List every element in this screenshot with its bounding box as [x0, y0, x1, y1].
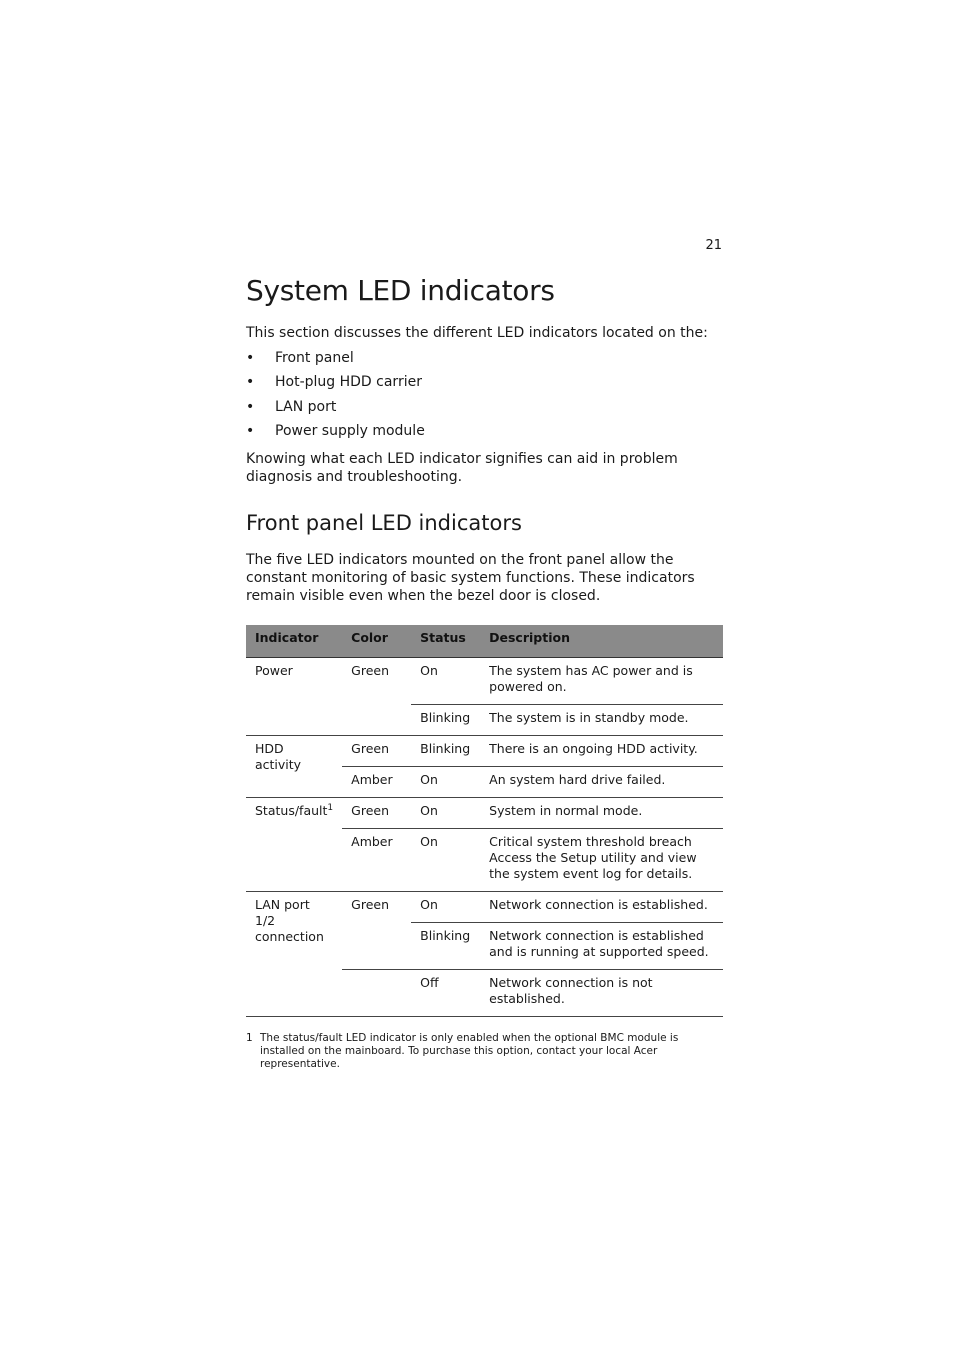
list-item-label: Front panel: [275, 350, 354, 366]
cell-description: There is an ongoing HDD activity.: [480, 736, 723, 767]
cell-description: Network connection is established.: [480, 892, 723, 923]
cell-color: Amber: [342, 829, 411, 892]
cell-description: System in normal mode.: [480, 798, 723, 829]
cell-status: On: [411, 892, 480, 923]
cell-status: Off: [411, 970, 480, 1017]
cell-description: The system has AC power and is powered on.: [480, 658, 723, 705]
cell-status: Blinking: [411, 736, 480, 767]
cell-status: On: [411, 798, 480, 829]
cell-status: On: [411, 829, 480, 892]
bullet-icon: •: [246, 398, 255, 415]
cell-description: Critical system threshold breach Access the Setup utility and view the system event log for details.: [480, 829, 723, 892]
list-item: [246, 349, 425, 373]
list-item-label: Power supply module: [275, 422, 425, 439]
table-footnote: [246, 1032, 726, 1071]
cell-status: On: [411, 658, 480, 705]
table-row: [246, 892, 723, 923]
cell-status: Blinking: [411, 705, 480, 736]
cell-color: Green: [342, 658, 411, 736]
footnote-text: The status/fault LED indicator is only enabled when the optional BMC module is installed on the mainboard. To purchase this option, contact your local Acer representative.: [260, 1032, 679, 1070]
bullet-icon: •: [246, 350, 255, 366]
header-color: Color: [342, 625, 411, 658]
list-item-label: LAN port: [275, 398, 337, 415]
cell-color: Green: [342, 798, 411, 829]
header-indicator: Indicator: [246, 625, 342, 658]
cell-indicator: HDD activity: [246, 736, 342, 798]
location-list: [246, 349, 425, 446]
list-item: [246, 422, 425, 446]
list-item-label: Hot-plug HDD carrier: [275, 374, 422, 391]
cell-description: An system hard drive failed.: [480, 767, 723, 798]
section-paragraph: The five LED indicators mounted on the front panel allow the constant monitoring of basic system functions. These indicators remain visible even when the bezel door is closed.: [246, 552, 695, 604]
list-item: [246, 398, 425, 422]
table-row: [246, 798, 723, 829]
bullet-icon: •: [246, 374, 255, 391]
table-row: [246, 736, 723, 767]
table-header-row: [246, 625, 723, 658]
cell-status: On: [411, 767, 480, 798]
intro-paragraph: This section discusses the different LED indicators located on the:: [246, 325, 708, 341]
cell-description: Network connection is not established.: [480, 970, 723, 1017]
led-indicator-table: [246, 625, 723, 1017]
section-heading: Front panel LED indicators: [246, 511, 522, 535]
cell-color: Green: [342, 736, 411, 767]
cell-indicator: Power: [246, 658, 342, 736]
footnote-number: 1: [246, 1032, 253, 1044]
bullet-icon: •: [246, 422, 255, 439]
page-title: System LED indicators: [246, 274, 555, 307]
cell-color: [342, 970, 411, 1017]
cell-description: The system is in standby mode.: [480, 705, 723, 736]
table-row: [246, 658, 723, 705]
indicator-label: Status/fault: [255, 803, 328, 818]
footnote-marker: 1: [327, 802, 334, 813]
header-description: Description: [480, 625, 723, 658]
knowing-paragraph: Knowing what each LED indicator signifies can aid in problem diagnosis and troubleshooting.: [246, 451, 678, 485]
cell-indicator: [246, 798, 342, 892]
header-status: Status: [411, 625, 480, 658]
cell-color: Green: [342, 892, 411, 970]
page-number: 21: [705, 238, 722, 253]
cell-status: Blinking: [411, 923, 480, 970]
cell-indicator: LAN port 1/2 connection: [246, 892, 342, 1017]
cell-color: Amber: [342, 767, 411, 798]
cell-description: Network connection is established and is running at supported speed.: [480, 923, 723, 970]
list-item: [246, 373, 425, 397]
